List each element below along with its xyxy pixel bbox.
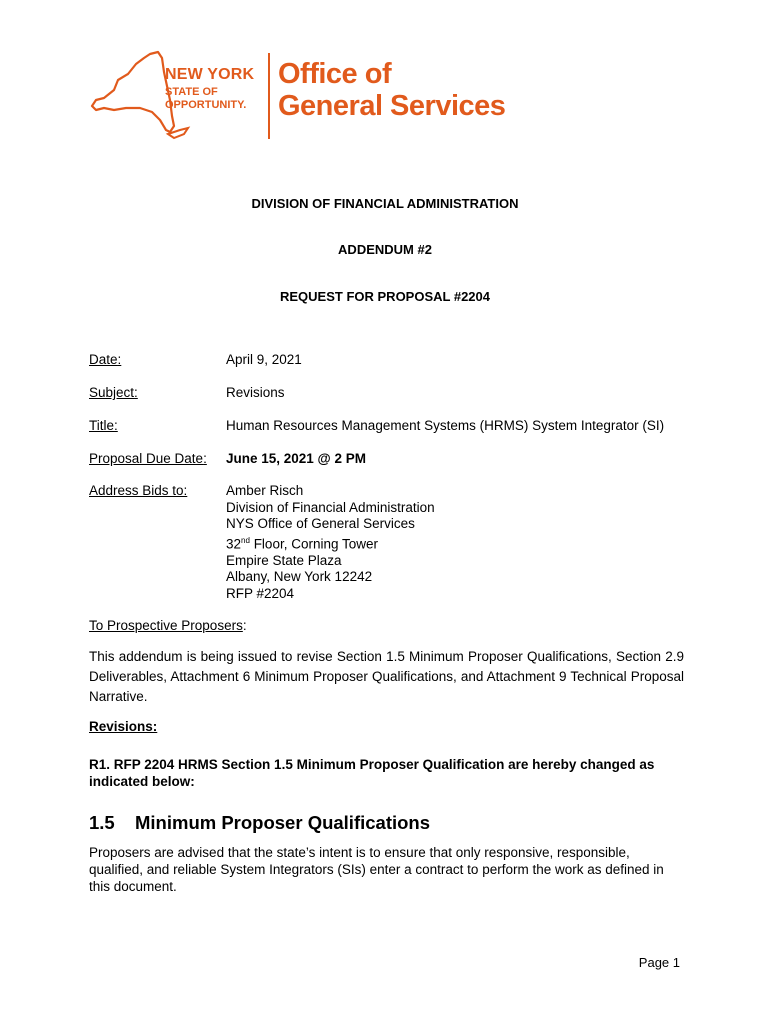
address-label: Address Bids to:	[89, 483, 188, 498]
due-date-label: Proposal Due Date:	[89, 451, 207, 466]
address-block	[226, 483, 435, 602]
date-value: April 9, 2021	[226, 352, 302, 367]
ogs-wordmark	[278, 58, 505, 122]
rfp-heading: REQUEST FOR PROPOSAL #2204	[280, 289, 490, 304]
r1-revision-text: R1. RFP 2204 HRMS Section 1.5 Minimum Proposer Qualification are hereby changed as indicated below:	[89, 757, 655, 789]
logo-divider	[268, 53, 270, 139]
section-title: Minimum Proposer Qualifications	[135, 812, 431, 833]
to-proposers-label: To Prospective Proposers:	[89, 618, 247, 633]
logo-line1: NEW YORK	[165, 66, 255, 83]
page-number: Page 1	[638, 955, 680, 970]
title-label: Title:	[89, 418, 118, 433]
subject-label: Subject:	[89, 385, 138, 400]
ogs-line1: Office of	[278, 58, 392, 90]
address-city: Albany, New York 12242	[226, 569, 373, 584]
revisions-label: Revisions:	[89, 719, 158, 734]
nys-wordmark	[165, 67, 254, 112]
address-division: Division of Financial Administration	[226, 499, 435, 515]
logo-line2: STATE OF	[165, 86, 218, 98]
intro-paragraph: This addendum is being issued to revise Section 1.5 Minimum Proposer Qualifications, Section 2.9 Deliverables, Attachment 6 Minimum Proposer Qualifications, and Attachment 9 Technical Proposal Narrative.	[89, 649, 684, 704]
section-heading	[89, 812, 430, 834]
due-date-value: June 15, 2021 @ 2 PM	[226, 451, 366, 466]
addendum-heading: ADDENDUM #2	[338, 242, 432, 257]
ogs-line2: General Services	[278, 90, 506, 122]
logo-line3: OPPORTUNITY.	[165, 99, 247, 111]
division-heading: DIVISION OF FINANCIAL ADMINISTRATION	[251, 196, 519, 211]
address-office: NYS Office of General Services	[226, 516, 415, 531]
address-name: Amber Risch	[226, 483, 304, 498]
title-value: Human Resources Management Systems (HRMS) System Integrator (SI)	[226, 418, 665, 433]
address-plaza: Empire State Plaza	[226, 552, 342, 568]
date-label: Date:	[89, 352, 122, 367]
section-number: 1.5	[89, 812, 115, 833]
ogs-logo	[88, 50, 518, 142]
address-floor: 32nd Floor, Corning Tower	[226, 535, 378, 551]
subject-value: Revisions	[226, 385, 285, 400]
section-paragraph: Proposers are advised that the state’s intent is to ensure that only responsive, responsible, qualified, and reliable System Integrators (SIs) enter a contract to perform the work as defined in this document.	[89, 845, 664, 894]
address-rfp: RFP #2204	[226, 585, 295, 601]
